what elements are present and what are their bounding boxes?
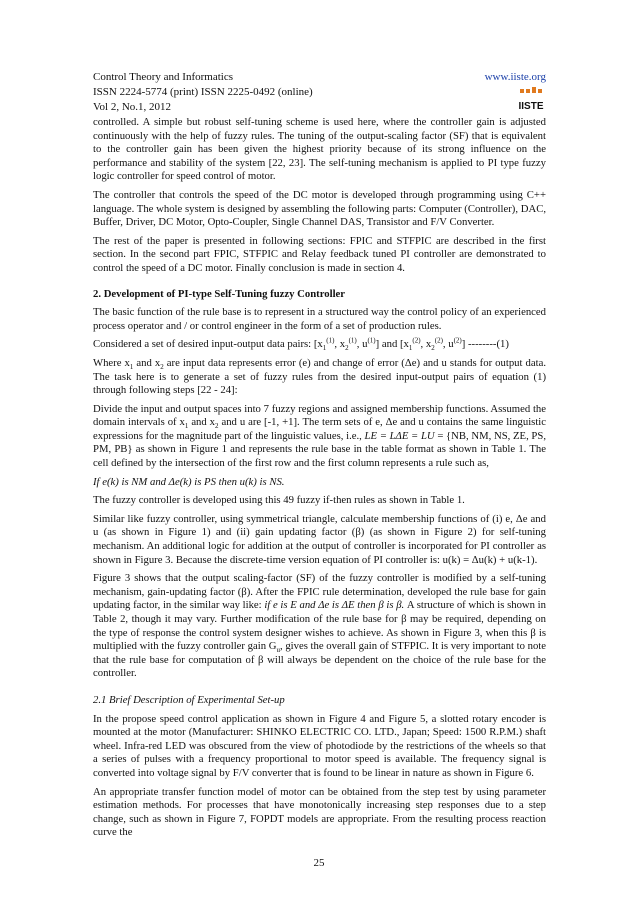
iiste-logo-icon [516, 87, 546, 117]
journal-header [93, 70, 546, 115]
rule-example: If e(k) is NM and Δe(k) is PS then u(k) is NS. [93, 475, 285, 488]
journal-url-link[interactable]: www.iiste.org [484, 71, 546, 83]
paragraph: The basic function of the rule base is to represent in a structured way the control policy of an experienced process operator and / or control engineer in the form of a set of production rules. [93, 306, 546, 332]
paragraph: Similar like fuzzy controller, using symmetrical triangle, calculate membership functions of (i) e, Δe and u (as shown in Figure 1) and (ii) gain updating factor (β) (as shown in Figure 2) for self-tuning mechanism. An additional logic for addition at the output of controller is incorporated for PI controller as shown in Figure 3. Because the discrete-time version equation of PI controller is: u(k) = Δu(k) + u(k-1). [93, 512, 546, 566]
volume-line: Vol 2, No.1, 2012 [93, 101, 172, 113]
paragraph: In the propose speed control application as shown in Figure 4 and Figure 5, a slotted rotary encoder is mounted at the motor (Manufacturer: SHINKO ELECTRIC CO. LTD., Japan; Speed: 1500 R.P.M.) shaft wheel. Infra-red LED was obscured from the view of photodiode by the restrictions of the wheels so that a series of pulses with a frequency proportional to motor speed is available. The frequency signal is converted into voltage signal by F/V converter that is found to be linear in nature as shown in Figure 6. [93, 712, 546, 779]
paragraph: Figure 3 shows that the output scaling-factor (SF) of the fuzzy controller is modified by a self-tuning mechanism, gain-updating factor (β). After the FPIC rule determination, developed the rule base for gain updating factor, in the similar way like: if e is E and Δe is ΔE then β is β. A structure of which is shown in Table 2, though it may vary. Further modification of the rule base for β may be required, depending on the type of response the control system designer wishes to achieve. As shown in Figure 3, when this β is multiplied with the fuzzy controller gain $G_u$, gives the overall gain of STFPIC. It is very important to note that the rule base for computation of β will always be dependent on the choice of the rule base for the controller. [93, 572, 547, 680]
subsection-heading: 2.1 Brief Description of Experimental Set-up [93, 693, 285, 706]
svg-text:IISTE: IISTE [518, 101, 544, 112]
journal-title: Control Theory and Informatics [93, 71, 234, 83]
issn-line: ISSN 2224-5774 (print) ISSN 2225-0492 (online) [93, 86, 313, 98]
paragraph: Where $x_1$ and $x_2$ are input data represents error (e) and change of error (Δe) and u stands for output data. The task here is to generate a set of fuzzy rules from the desired input-output pairs of equation (1) through following steps [22 - 24]: [93, 356, 547, 397]
paragraph: An appropriate transfer function model of motor can be obtained from the step test by using parameter estimation methods. For processes that have monotonically increasing step responses due to a step change, such as shown in Figure 7, FOPDT models are appropriate. From the resulting process reaction curve the [93, 785, 546, 839]
page-number: 25 [313, 857, 325, 869]
paragraph: The controller that controls the speed of the DC motor is developed through programming using C++ language. The whole system is designed by assembling the following parts: Computer (Controller), DAC, Buffer, Driver, DC Motor, Opto-Coupler, Single Channel DAS, Transistor and F/V Converter. [93, 188, 546, 229]
paragraph: The fuzzy controller is developed using this 49 fuzzy if-then rules as shown in Table 1. [93, 494, 465, 507]
paragraph: Divide the input and output spaces into 7 fuzzy regions and assigned membership functions. Assumed the domain intervals of $x_1$ and $x_2$ and u are [-1, +1]. The term sets of e, Δe and u contains the same linguistic expressions for the magnitude part of the linguistic values, i.e., LE = LΔE = LU = {NB, NM, NS, ZE, PS, PM, PB} as shown in Figure 1 and represents the rule base in the table format as shown in Table 1. The cell defined by the intersection of the first row and the first column represents a rule such as, [93, 402, 547, 470]
article-body [93, 116, 546, 845]
paragraph: controlled. A simple but robust self-tuning scheme is used here, where the controller gain is adjusted continuously with the help of fuzzy rules. The tuning of the output-scaling factor (SF) that is equivalent to the controller gain has been given the highest priority because of its strong influence on the performance and stability of the system [22, 23]. The self-tuning mechanism is applied to PI type fuzzy logic controller for speed control of motor. [93, 116, 546, 183]
equation-paragraph: Considered a set of desired input-output data pairs: [$x_1^{(1)}$, $x_2^{(1)}$, $u^{(1)}$] and [$x_1^{(2)}$, $x_2^{(2)}$, $u^{(2)}$] --------(1) [93, 336, 509, 353]
paragraph: The rest of the paper is presented in following sections: FPIC and STFPIC are described in the first section. In the second part FPIC, STFPIC and Relay feedback tuned PI controller are demonstrated to control the speed of a DC motor. Finally conclusion is made in section 4. [93, 234, 546, 274]
section-heading: 2. Development of PI-type Self-Tuning fuzzy Controller [93, 287, 346, 300]
